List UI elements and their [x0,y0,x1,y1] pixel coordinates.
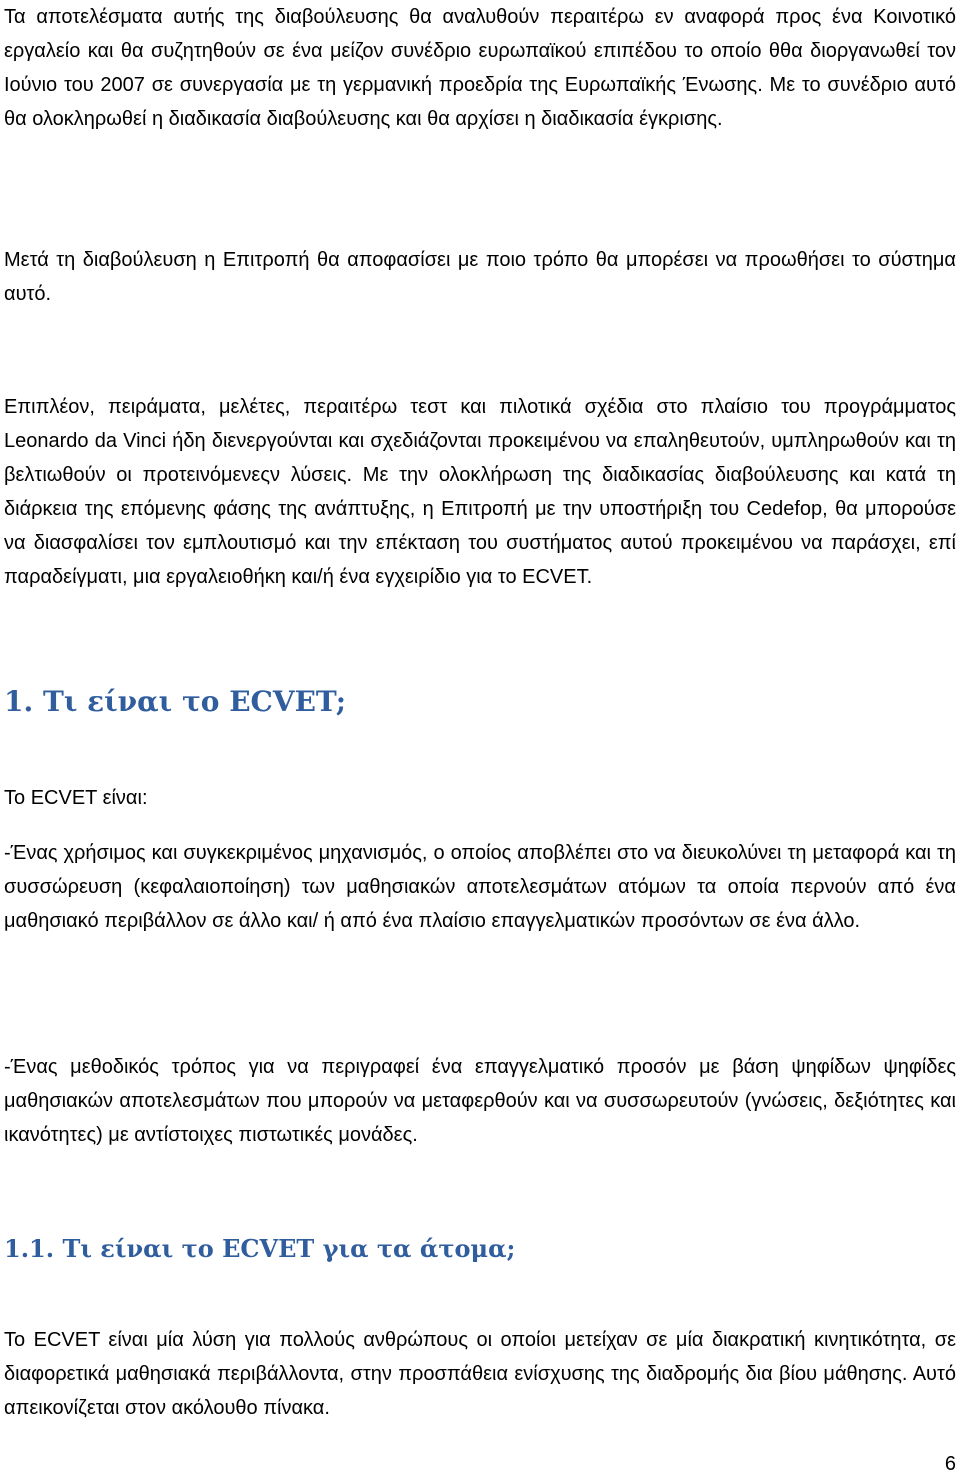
page-number: 6 [944,1453,956,1475]
section-heading-what-is-ecvet: 1. Τι είναι το ECVET; [4,685,347,718]
paragraph-ecvet-method: -Ένας μεθοδικός τρόπος για να περιγραφεί ένα επαγγελματικό προσόν με βάση ψηφίδων ψηφίδες μαθησιακών αποτελεσμάτων που μπορούν να μεταφερθούν και να συσσωρευτούν (γνώσεις, δεξιότητες και ικανότητες) με αντίστοιχες πιστωτικές μονάδες. [4,1056,956,1146]
paragraph-ecvet-mechanism: -Ένας χρήσιμος και συγκεκριμένος μηχανισμός, ο οποίος αποβλέπει στο να διευκολύνει τη μεταφορά και τη συσσώρευση (κεφαλαιοποίηση) των μαθησιακών αποτελεσμάτων ατόμων τα οποία περνούν από ένα μαθησιακό περιβάλλον σε άλλο και/ ή από ένα πλαίσιο επαγγελματικών προσόντων σε ένα άλλο. [4,842,956,932]
subsection-heading-ecvet-for-individuals: 1.1. Τι είναι το ECVET για τα άτομα; [4,1234,516,1263]
paragraph-consultation-results: Τα αποτελέσματα αυτής της διαβούλευσης θα αναλυθούν περαιτέρω εν αναφορά προς ένα Κοινοτικό εργαλείο και θα συζητηθούν σε ένα μείζον συνέδριο ευρωπαϊκού επιπέδου το οποίο θθα διοργανωθεί τον Ιούνιο του 2007 σε συνεργασία με τη γερμανική προεδρία της Ευρωπαϊκής Ένωσης. Με το συνέδριο αυτό θα ολοκληρωθεί η διαδικασία διαβούλευσης και θα αρχίσει η διαδικασία έγκρισης. [4,6,956,130]
paragraph-commission-decision: Μετά τη διαβούλευση η Επιτροπή θα αποφασίσει με ποιο τρόπο θα μπορέσει να προωθήσει το σύστημα αυτό. [4,249,956,305]
paragraph-leonardo-pilots: Επιπλέον, πειράματα, μελέτες, περαιτέρω τεστ και πιλοτικά σχέδια στο πλαίσιο του προγράμματος Leonardo da Vinci ήδη διενεργούνται και σχεδιάζονται προκειμένου να επαληθευτούν, υμπληρωθούν και τη βελτιωθούν οι προτεινόμενεςν λύσεις. Με την ολοκλήρωση της διαδικασίας διαβούλευσης και κατά τη διάρκεια της επόμενης φάσης της ανάπτυξης, η Επιτροπή με την υποστήριξη του Cedefop, θα μπορούσε να διασφαλίσει τον εμπλουτισμό και την επέκταση του συστήματος αυτού προκειμένου να παράσχει, επί παραδείγματι, μια εργαλειοθήκη και/ή ένα εγχειρίδιο για το ECVET. [4,396,956,588]
paragraph-ecvet-solution: Το ECVET είναι μία λύση για πολλούς ανθρώπους οι οποίοι μετείχαν σε μία διακρατική κινητικότητα, σε διαφορετικά μαθησιακά περιβάλλοντα, στην προσπάθεια ενίσχυσης της διαδρομής δια βίου μάθησης. Αυτό απεικονίζεται στον ακόλουθο πίνακα. [4,1329,956,1419]
paragraph-ecvet-is: Το ECVET είναι: [4,787,148,809]
